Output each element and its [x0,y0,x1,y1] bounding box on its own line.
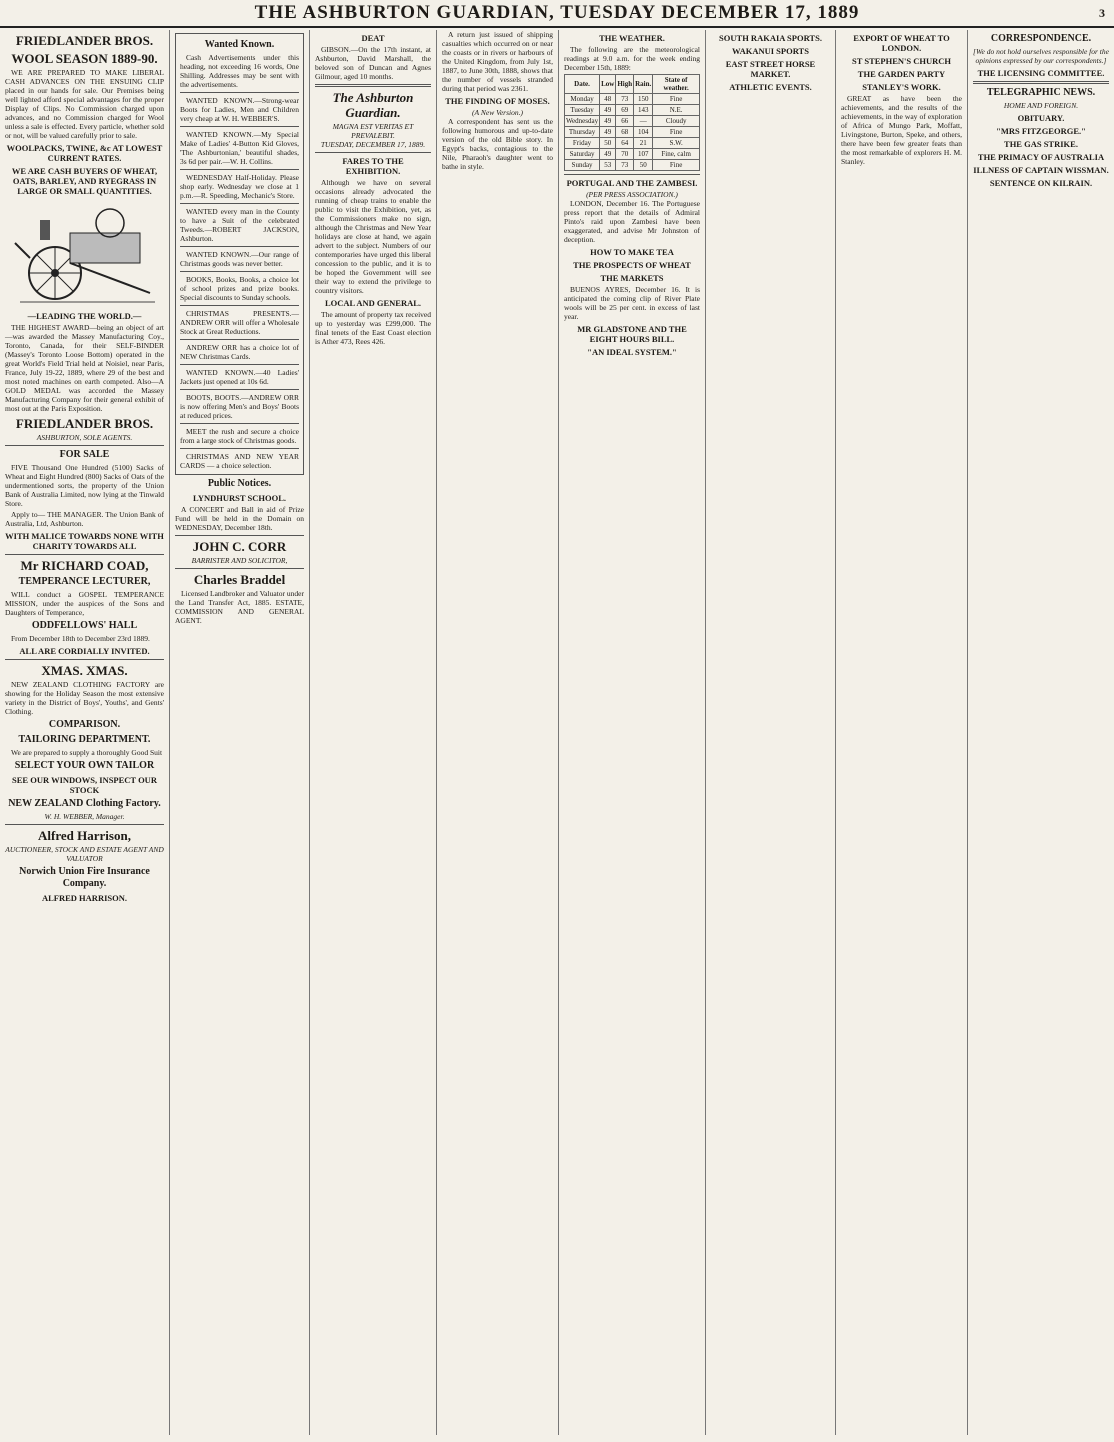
wanted-item: ANDREW ORR has a choice lot of NEW Christmas Cards. [180,343,299,361]
coad-subheading: TEMPERANCE LECTURER, [18,576,151,587]
oddfellows-heading: ODDFELLOWS' HALL [31,620,138,631]
obituary-heading: OBITUARY. [1017,113,1065,123]
comparison-heading: COMPARISON. [48,719,121,730]
friedlander-footer: FRIEDLANDER BROS. [15,416,154,431]
coad-heading: Mr RICHARD COAD, [20,558,149,573]
kilrain-heading: SENTENCE ON KILRAIN. [989,178,1093,188]
press-association: (PER PRESS ASSOCIATION.) [586,190,678,199]
fitzgeorge-heading: "MRS FITZGEORGE." [996,126,1086,136]
wanted-item: WANTED every man in the County to have a Suit of the celebrated Tweeds.—ROBERT JACKSON, Ashburton. [180,207,299,243]
athletic-heading: ATHLETIC EVENTS. [729,82,812,92]
wissman-heading: ILLNESS OF CAPTAIN WISSMAN. [973,165,1109,175]
friedlander-agents: ASHBURTON, SOLE AGENTS. [36,433,133,442]
motto: MAGNA EST VERITAS ET PREVALEBIT. [332,122,414,140]
wool-advert-text: WE ARE PREPARED TO MAKE LIBERAL CASH ADVANCES ON THE ENSUING CLIP placed in our hands for sale. Our Premises being well lighted afford special advantages for the proper Display of Clips. No Commission charged upon advances, and no Commission charged for Wool unless a sale is effected. Every particle, whether sold or not, will be valued carefully prior to sale. [5,68,164,140]
all-invited: ALL ARE CORDIALLY INVITED. [19,646,150,656]
harrison-subheading: AUCTIONEER, STOCK AND ESTATE AGENT AND VALUATOR [5,845,164,863]
see-windows-heading: SEE OUR WINDOWS, INSPECT OUR STOCK [12,775,157,795]
weather-header: Date. [565,75,600,94]
weather-heading: THE WEATHER. [599,33,665,43]
masthead [0,0,1114,28]
award-text: THE HIGHEST AWARD—being an object of art—was awarded the Massey Manufacturing Coy., Toronto, Canada, for their SELF-BINDER (Massey's Toronto Loose Bottom) operated in the great World's Field Trial held at Noisiel, near Paris, France, July 19-22, 1889, where 29 of the best and most noted machines on earth competed. Also—A GOLD MEDAL was accorded the Massey Manufacturing Company for their general exhibit of most out at the Paris Exposition. [5,323,164,413]
wanted-item: CHRISTMAS PRESENTS.—ANDREW ORR will offer a Wholesale Stock at Great Reductions. [180,309,299,336]
tailor-text: We are prepared to supply a thoroughly Good Suit [11,748,163,757]
moses-heading: THE FINDING OF MOSES. [445,96,550,106]
moses-text: A correspondent has sent us the following humorous and up-to-date version of the old Bible story. In Egypt's backs, contagious to the Nile, Pharaoh's daughter went to bathe in style. [442,117,553,171]
table-row: Wednesday 49 66 — Cloudy [565,116,700,127]
wanted-item: BOOKS, Books, Books, a choice lot of school prizes and prize books. Special discounts to Sunday schools. [180,275,299,302]
corr-subheading: BARRISTER AND SOLICITOR, [191,556,288,565]
xmas-heading: XMAS. XMAS. [41,663,128,678]
public-notices-heading: Public Notices. [207,478,272,489]
tea-heading: HOW TO MAKE TEA [590,247,674,257]
mower-caption: —LEADING THE WORLD.— [27,311,142,321]
st-stephens-heading: ST STEPHEN'S CHURCH [851,56,952,66]
braddel-heading: Charles Braddel [193,572,286,587]
braddel-text: Licensed Landbroker and Valuator under the Land Transfer Act, 1885. ESTATE, COMMISSION AND GENERAL AGENT. [175,589,304,625]
stanley-text: GREAT as have been the achievements, and the results of the achievements, in the way of exploration of Africa of Mungo Park, Moffatt, Livingstone, Burton, Speke, and others, there have been few greater feats than the most remarkable of explorers H. M. Stanley. [841,94,962,166]
column-7 [836,30,968,1435]
apply-manager: Apply to— THE MANAGER. The Union Bank of Australia, Ltd, Ashburton. [5,510,164,528]
home-foreign-heading: HOME AND FOREIGN. [1003,101,1079,110]
tailoring-heading: TAILORING DEPARTMENT. [18,734,151,745]
stanley-heading: STANLEY'S WORK. [862,82,941,92]
table-row: Monday 48 73 150 Fine [565,94,700,105]
deaths-heading: DEAT [361,33,385,43]
portugal-text: LONDON, December 16. The Portuguese press report that the details of Admiral Pinto's raid upon Zambesi have been exaggerated, and advise Mr Johnston of deception. [564,199,700,244]
table-row: Thursday 49 68 104 Fine [565,127,700,138]
weather-table [564,74,700,171]
reaper-binder-illustration [10,198,160,308]
woolpacks-line: WOOLPACKS, TWINE, &c AT LOWEST CURRENT RATES. [6,143,163,163]
friedlander-heading: FRIEDLANDER BROS. [15,33,154,48]
markets-heading: THE MARKETS [600,273,664,283]
table-row: Tuesday 49 69 143 N.E. [565,105,700,116]
coad-dates: From December 18th to December 23rd 1889. [11,634,150,643]
weather-header: Rain. [634,75,653,94]
wakanui-heading: WAKANUI SPORTS [732,46,809,56]
weather-header: State of weather. [653,75,700,94]
wanted-item: WANTED KNOWN.—My Special Make of Ladies' 4-Button Kid Gloves, 'The Ashburtonian,' beautiful shades, 3s 6d per pair.—W. H. Collins. [180,130,299,166]
wool-season-heading: WOOL SEASON 1889-90. [11,51,158,66]
wheat-prospects-heading: THE PROSPECTS OF WHEAT [573,260,691,270]
masthead-title: THE ASHBURTON GUARDIAN, TUESDAY DECEMBER 17, 1889 [254,2,860,23]
weather-header: Low [600,75,616,94]
wanted-item: Cash Advertisements under this heading, not exceeding 16 words, One Shilling. Addresses may be sent with the advertisements. [180,53,299,89]
weather-note: The following are the meteorological readings at 9.0 a.m. for the week ending December 15th, 1889: [564,45,700,72]
column-ads-2 [170,30,310,1435]
inner-masthead: The Ashburton Guardian. [332,90,414,120]
lyndhurst-text: A CONCERT and Ball in aid of Prize Fund will be held in the Domain on WEDNESDAY, December 18th. [175,505,304,532]
portugal-heading: PORTUGAL AND THE ZAMBESI. [566,178,698,188]
telegraphic-heading: TELEGRAPHIC NEWS. [986,87,1096,98]
markets-text: BUENOS AYRES, December 16. It is anticipated the coming clip of River Plate wools will be 25 per cent. in excess of last year. [564,285,700,321]
wanted-item: WANTED KNOWN.—Our range of Christmas goods was never better. [180,250,299,268]
wanted-item: MEET the rush and secure a choice from a large stock of Christmas goods. [180,427,299,445]
with-malice-line: WITH MALICE TOWARDS NONE WITH CHARITY TOWARDS ALL [5,531,164,551]
export-wheat-heading: EXPORT OF WHEAT TO LONDON. [853,33,950,53]
page-number: 3 [1099,6,1106,20]
corr-heading: JOHN C. CORR [192,539,287,554]
column-5 [559,30,706,1435]
local-general-text: The amount of property tax received up to yesterday was £299,000. The final tenets of the East Coast election is Ather 473, Rees 426. [315,310,431,346]
harrison-footer: ALFRED HARRISON. [41,893,127,903]
lyndhurst-heading: LYNDHURST SCHOOL. [192,493,287,503]
column-sports [706,30,836,1435]
table-row: Friday 50 64 21 S.W. [565,138,700,149]
gas-strike-heading: THE GAS STRIKE. [1004,139,1078,149]
moses-subheading: (A New Version.) [472,108,523,117]
garden-party-heading: THE GARDEN PARTY [857,69,946,79]
column-4 [437,30,559,1435]
leader-text: Although we have on several occasions already advocated the running of cheap trains to enable the public to visit the Exhibition, yet, as the Commissioners make no sign, although the Christmas and New Year holidays are close at hand, we again advert to the subject. Numbers of our contemporaries have urged this liberal concession to the public, and it is to be hoped the Government will see their way to extend the privilege to country visitors. [315,178,431,295]
wanted-item: WEDNESDAY Half-Holiday. Please shop early. Wednesday we close at 1 p.m.—R. Speeding, Mechanic's Store. [180,173,299,200]
shipping-text: A return just issued of shipping casualties which occurred on or near the coasts or in rivers or harbours of the United Kingdom, from July 1st, 1887, to June 30th, 1888, shows that the number of vessels stranded during that period was 2361. [442,30,553,93]
local-general-heading: LOCAL AND GENERAL. [324,298,422,308]
table-row: Sunday 53 73 50 Fine [565,160,700,171]
select-tailor-heading: SELECT YOUR OWN TAILOR [14,760,155,771]
wanted-known-heading: Wanted Known. [204,39,275,50]
cash-buyers-line: WE ARE CASH BUYERS OF WHEAT, OATS, BARLEY, AND RYEGRASS IN LARGE OR SMALL QUANTITIES. [11,166,158,196]
ideal-system-heading: "AN IDEAL SYSTEM." [587,347,677,357]
death-notice: GIBSON.—On the 17th instant, at Ashburton, David Marshall, the beloved son of Duncan and Agnes Gilmour, aged 10 months. [315,45,431,81]
column-8 [968,30,1114,1435]
wanted-item: CHRISTMAS AND NEW YEAR CARDS — a choice selection. [180,452,299,470]
dateline: TUESDAY, DECEMBER 17, 1889. [320,140,426,149]
correspondence-note: [We do not hold ourselves responsible for the opinions expressed by our correspondents.] [973,47,1109,65]
leader-heading: FARES TO THE EXHIBITION. [342,156,404,176]
table-row: Saturday 49 70 107 Fine, calm [565,149,700,160]
wanted-item: BOOTS, BOOTS.—ANDREW ORR is now offering Men's and Boys' Boots at reduced prices. [180,393,299,420]
harrison-heading: Alfred Harrison, [38,828,131,843]
south-rakaia-heading: SOUTH RAKAIA SPORTS. [719,33,822,43]
for-sale-heading: FOR SALE [59,449,110,460]
nz-factory-heading: NEW ZEALAND Clothing Factory. [8,798,161,809]
gladstone-heading: MR GLADSTONE AND THE EIGHT HOURS BILL. [577,324,687,344]
column-leader [310,30,437,1435]
coad-text: WILL conduct a GOSPEL TEMPERANCE MISSION, under the auspices of the Sons and Daughters of Temperance, [5,590,164,617]
for-sale-text: FIVE Thousand One Hundred (5100) Sacks of Wheat and Eight Hundred (800) Sacks of Oats of the undermentioned sorts, the property of the Union Bank of Australia Limited, now lying at the Tinwald Store. [5,463,164,508]
licensing-heading: THE LICENSING COMMITTEE. [977,68,1105,78]
wanted-item: WANTED KNOWN.—Strong-wear Boots for Ladies, Men and Children very cheap at W. H. WEBBER'S. [180,96,299,123]
correspondence-heading: CORRESPONDENCE. [990,33,1092,44]
weather-header: High [616,75,634,94]
norwich-heading: Norwich Union Fire Insurance Company. [19,866,150,889]
primacy-heading: THE PRIMACY OF AUSTRALIA [977,152,1105,162]
nz-clothing-text: NEW ZEALAND CLOTHING FACTORY are showing for the Holiday Season the most extensive variety in the District of Boys', Youths', and Gents' Clothing. [5,680,164,716]
east-street-heading: EAST STREET HORSE MARKET. [725,59,816,79]
wanted-item: WANTED KNOWN.—40 Ladies' Jackets just opened at 10s 6d. [180,368,299,386]
column-ads-1 [0,30,170,1435]
factory-manager: W. H. WEBBER, Manager. [44,812,125,821]
